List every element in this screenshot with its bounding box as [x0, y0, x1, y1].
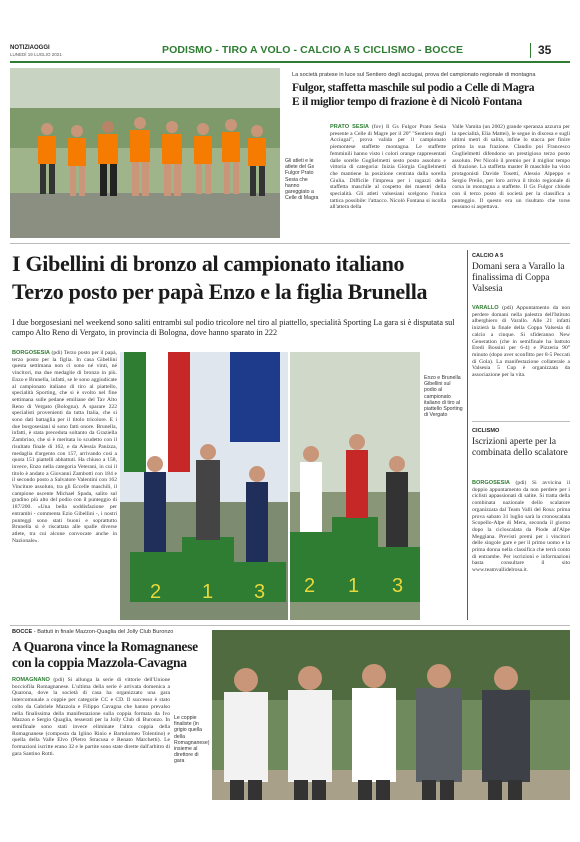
fulgor-team-photo	[10, 68, 280, 238]
svg-text:1: 1	[348, 575, 360, 597]
gibellini-deck: I due borgosesiani nel weekend sono saliti entrambi sul podio tricolore nel tiro al piattello, specialità Sporting La gara si è disputata sul campo Alto Reno di Vergato, in provincia di Bologna, dove hanno sparato in 222	[12, 318, 455, 338]
gibellini-text: Terzo posto per il papà, terzo posto per la figlia. In casa Gibellini questa settimana non ci sono né vinti, né vincitori, ma due medaglie di bronzo in più. Enzo e Brunella, infatti, se le sono aggiudicate al campionato italiano di tiro al piattello, specialità Sporting, che si è svolto nel fine settimana sulle pedane emiliane del Tav Alto Reno di Vergato (Bologna). A sparare 222 specialisti provenienti da tutta Italia, che si sono dati battaglia per il titolo tricolore. E i due borgosesiani si sono fatti onore. Brunella, infatti, è stata preceduta soltanto da Graziella Zambrino, che si è meritata lo scudetto con il risultato finale di 162, e da Alessia Panizza, medaglia d'argento con 157, arrivando così a quota 151 piattelli abbattuti. Ha chiuso a 158, invece, Enzo nella categoria Veterani, in cui il titolo è andato a Giovanni Zambotti con 184 e il secondo posto a Salvatore Valentini con 162 Vinciture assoluto, tra gli Eccelle maschili, il campione uscente Michael Spada, salito sul gradino più alto del podio con il punteggio di 187/200. «Una bella soddisfazione per entrambi - commenta Ezio Gibellini -, i nostri punteggi sono stati buoni e soprattutto Brunella si è riscattata alle spalle diverse atlete, tra cui alcune convocate anche in Nazionale».	[12, 350, 117, 544]
gibellini-title-2: Terzo posto per papà Enzo e la figlia Brunella	[12, 279, 428, 304]
fulgor-kicker: La società pratese in luce sul Sentiero degli acciugai, prova del campionato regionale di montagna	[292, 72, 536, 78]
fulgor-column-1	[330, 124, 446, 238]
page-number: 35	[538, 43, 552, 57]
bocce-kicker: Battuti in finale Mazzon-Quaglia del Jolly Club Buronzo	[37, 629, 174, 635]
calcio-text: Appuntamento da non perdere domani nella palestra dell'Istituto alberghiero di Varallo. Alle 21 infatti inizierà la finale della Coppa Valsesia di calcio a cinque. Si sfideranno New Generation (che in semifinale ha battuto Eredi Bossini per 6-4) e Pizzeria 90° minuto (dopo aver sconfitto per 8-5 Peccati di Gola). La manifestazione collaterale a Valsesia 5 Cup è organizzata da associazione per la vita.	[472, 305, 570, 379]
gibellini-dateline: BORGOSESIA	[12, 350, 50, 356]
masthead	[10, 42, 570, 62]
fulgor-title-1: Fulgor, staffetta maschile sul podio a Celle di Magra	[292, 81, 535, 94]
calcio-kicker: CALCIO A 5	[472, 253, 504, 259]
gibellini-photo-caption: Enzo e Brunella Gibellini sul podio al campionato italiano di tiro al piattello Sporting di Vergato	[424, 375, 463, 419]
calcio-author: (pdi)	[502, 305, 513, 311]
gibellini-body	[12, 350, 117, 620]
gibellini-podium-photo-left	[120, 352, 288, 620]
fulgor-column-2: Valle Vamita (un 2002) grande speranza azzurra per la specialità, Elia Mattei), le segue in discesa e sugli ultimi metri di salita, infine lo stacca per finire primo la sua frazione. Claudio poi Francesco Guglielmetti difendono un prestigioso terzo posto assoluto. Per Nicolò il premio per il miglior tempo di frazione. La staffetta master B maschile ha visto protagonisti Davide Tosetti, Alessio Alpeppo e Sergio Preilo, per loro arriva il titolo regionale di corsa in montagna a staffette. Il Gs Fulgor chiude con il terzo posto di società per la classifica a punteggio. Il questo era un risultato che torse nessuno si aspettava.	[452, 124, 570, 211]
calcio-dateline: VARALLO	[472, 305, 499, 311]
gibellini-podium-photo-right	[290, 352, 420, 620]
bocce-author: (pdi)	[53, 677, 65, 683]
bocce-text: Si allunga la serie di vittorie dell'Unione bocciofila Romagnanese. L'ultima della serie è arrivata domenica a Quarona, dove la società di casa ha organizzato una gara intercomunale a coppie per categorie CC e CD. Il successo è stato colto da Gabriele Mazzola e Filippo Cavagna che hanno prevalso nella finalissima della manifestazione sulla coppia formata da Ivo Mazzon e Sergio Quaglia, tesserati per la Jolly Club di Buronzo. In semifinale sono stati invece eliminate l'altra coppia della Romagnanese (composta da Iglino Rinio e Bartolomeo Tolentino) e quella della Valle Elvo (Pietro Stracusa e Renato Marchetti). Le formazioni iscritte erano 32 e le partite sono state dirette dall'arbitro di gara Santino Rotti.	[12, 677, 170, 757]
bocce-body	[12, 677, 170, 795]
fulgor-title-2: E il miglior tempo di frazione è di Nicolò Fontana	[292, 95, 522, 108]
svg-text:3: 3	[254, 581, 266, 603]
ciclismo-text: Si avvicina il doppio appuntamento da non perdere per i ciclisti appassionati di salite. Si tratta della combinata nazionale dello scalatore organizzata dal Team Valli del Rosa: prima prova sabato 31 luglio sarà la cronoscalata Scopello-Alpe di Mera, seconda il giorno dopo la cicloscalata da Piode all'Alpe Meggiana. Previsti premi per i vincitori delle singole gare e per il primo uomo e la prima donna nella classifica che terrà conto di entrambe. Per iscrizioni e informazioni basta consultare il sito www.teamvallidelrosa.it.	[472, 480, 570, 574]
bocce-dateline: ROMAGNANO	[12, 677, 50, 683]
sidebar-divider	[467, 250, 468, 620]
gibellini-author: (pdi)	[51, 350, 63, 356]
masthead-rule	[10, 61, 570, 63]
bocce-title-1: A Quarona vince la Romagnanese	[12, 639, 198, 654]
ciclismo-kicker: CICLISMO	[472, 428, 500, 434]
ciclismo-author: (pdi)	[515, 480, 527, 486]
bocce-finalists-photo	[212, 630, 570, 800]
sidebar-split	[472, 421, 570, 422]
svg-text:1: 1	[202, 581, 214, 603]
section-title: PODISMO - TIRO A VOLO - CALCIO A 5 CICLISMO - BOCCE	[162, 44, 464, 56]
fulgor-text-1: Il Gs Fulgor Prato Sesia presente a Celle di Magre per il 20° "Sentiero degli Acciugai", prova valida per il campionato piemontese staffette montagna. Le staffette femminili hanno visto i colori orange rappresentati dalle sorelle Guglielmetti sesto posto assoluto e vittoria di categoria: Iniziа Giorgia Guglielmetti che mantiene la posizione centrata dalla sorella Giulia. Difficile l'impresa per i ragazzi della staffetta maschile al cospetto dei maestri della specialità. Gli atleti valsesiani scelgono l'unica tattica possibile: l'attacco. Nicolò Fontana si iscolla all'attera della	[330, 124, 446, 211]
fulgor-dateline: PRATO SESIA	[330, 124, 369, 130]
calcio-title: Domani sera a Varallo la finalissima di Coppa Valsesia	[472, 262, 565, 294]
fulgor-author: (fov)	[371, 124, 384, 130]
divider-2	[10, 625, 570, 626]
ciclismo-body	[472, 480, 570, 620]
bocce-title-2: con la coppia Mazzola-Cavagna	[12, 655, 187, 670]
bocce-photo-caption: Le coppie finaliste (in grigio quella della Romagnanese) insieme al direttore di gara	[174, 715, 210, 765]
publication-date: LUNEDÌ 19 LUGLIO 2021	[10, 52, 62, 57]
svg-text:2: 2	[304, 575, 316, 597]
svg-text:3: 3	[392, 575, 404, 597]
svg-text:2: 2	[150, 581, 162, 603]
publication-name: NOTIZIAOGGI	[10, 45, 50, 51]
calcio-body	[472, 305, 570, 417]
bocce-kicker-sep: -	[33, 629, 38, 635]
page-number-divider	[530, 43, 531, 58]
ciclismo-title: Iscrizioni aperte per la combinata dello scalatore	[472, 437, 568, 458]
bocce-section: BOCCE	[12, 629, 33, 635]
ciclismo-dateline: BORGOSESIA	[472, 480, 510, 486]
divider-1	[10, 243, 570, 244]
fulgor-photo-caption: Gli atleti e le atlete del Gs Fulgor Prato Sesia che hanno gareggiato a Celle di Magra	[285, 158, 319, 202]
gibellini-title-1: I Gibellini di bronzo al campionato italiano	[12, 251, 405, 276]
